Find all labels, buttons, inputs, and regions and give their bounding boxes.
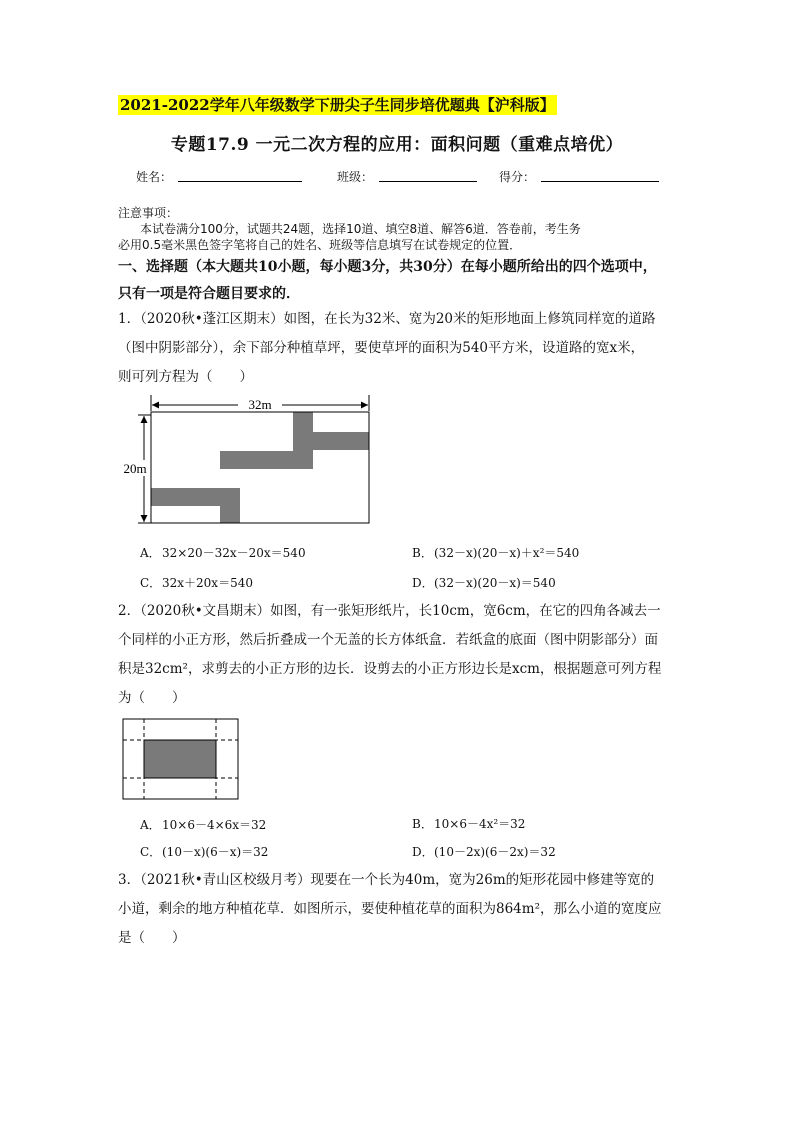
question-2 <box>118 597 678 713</box>
class-label: 班级： <box>337 170 374 184</box>
q3-line-2: 小道，剩余的地方种植花草．如图所示，要使种植花草的面积为864m²，那么小道的宽度应 <box>118 901 662 917</box>
option-text: (10－x)(6－x)＝32 <box>162 845 269 859</box>
notice-line-2: 必用0.5毫米黑色签字笔将自己的姓名、班级等信息填写在试卷规定的位置． <box>118 238 522 252</box>
box-base-shading <box>144 740 216 778</box>
q2-option-b[interactable] <box>412 815 525 832</box>
section-line-1: 一、选择题（本大题共10小题，每小题3分，共30分）在每小题所给出的四个选项中， <box>118 259 657 275</box>
road-shading <box>151 412 369 523</box>
section-heading <box>118 254 678 308</box>
q3-line-1: 3．（2021秋•青山区校级月考）现要在一个长为40m，宽为26m的矩形花园中修建等宽的 <box>118 872 655 888</box>
option-label: A． <box>140 546 161 560</box>
name-blank[interactable] <box>178 181 302 182</box>
q2-line-3: 积是32cm²，求剪去的小正方形的边长．设剪去的小正方形边长是xcm，根据题意可列方程 <box>118 661 662 677</box>
q1-option-b[interactable] <box>412 544 579 561</box>
option-text: (10－2x)(6－2x)＝32 <box>434 845 556 859</box>
q1-option-a[interactable] <box>140 544 306 561</box>
option-label: C． <box>140 576 162 590</box>
name-label: 姓名： <box>136 170 173 184</box>
height-label: 20m <box>123 461 147 476</box>
option-text: (32－x)(20－x)＝540 <box>434 576 556 590</box>
q2-option-d[interactable] <box>412 843 556 860</box>
q1-option-c[interactable] <box>140 574 253 591</box>
q2-figure <box>122 718 240 802</box>
option-text: 32×20－32x－20x＝540 <box>162 546 306 560</box>
q3-line-3: 是（ ） <box>118 930 186 946</box>
option-text: 10×6－4x²＝32 <box>434 817 526 831</box>
q2-line-1: 2．（2020秋•文昌期末）如图，有一张矩形纸片，长10cm，宽6cm，在它的四角各减去一 <box>118 603 661 619</box>
q2-line-2: 个同样的小正方形，然后折叠成一个无盖的长方体纸盒．若纸盒的底面（图中阴影部分）面 <box>118 632 658 648</box>
option-label: B． <box>412 546 433 560</box>
option-text: (32－x)(20－x)＋x²＝540 <box>434 546 580 560</box>
option-label: B． <box>412 817 433 831</box>
question-1 <box>118 305 678 392</box>
section-line-2: 只有一项是符合题目要求的． <box>118 286 300 302</box>
q2-option-c[interactable] <box>140 843 268 860</box>
q1-figure <box>118 395 378 530</box>
option-label: C． <box>140 845 162 859</box>
score-blank[interactable] <box>541 181 659 182</box>
series-banner: 2021-2022学年八年级数学下册尖子生同步培优题典【沪科版】 <box>120 96 555 114</box>
notice-line-1: 本试卷满分100分，试题共24题，选择10道、填空8道、解答6道．答卷前，考生务 <box>140 222 581 236</box>
option-text: 10×6－4×6x＝32 <box>162 818 267 832</box>
q1-line-3: 则可列方程为（ ） <box>118 369 253 385</box>
question-3 <box>118 866 678 953</box>
page-title: 专题17.9 一元二次方程的应用：面积问题（重难点培优） <box>170 135 624 155</box>
q1-option-d[interactable] <box>412 574 556 591</box>
class-blank[interactable] <box>379 181 477 182</box>
width-label: 32m <box>248 397 272 412</box>
option-label: D． <box>412 576 434 590</box>
option-text: 32x＋20x＝540 <box>162 576 253 590</box>
q1-line-2: （图中阴影部分），余下部分种植草坪，要使草坪的面积为540平方米，设道路的宽x米， <box>118 340 645 356</box>
q1-line-1: 1．（2020秋•蓬江区期末）如图，在长为32米、宽为20米的矩形地面上修筑同样宽的道路 <box>118 311 656 327</box>
option-label: A． <box>140 818 161 832</box>
option-label: D． <box>412 845 434 859</box>
notice-heading: 注意事项： <box>118 206 179 220</box>
q2-line-4: 为（ ） <box>118 690 186 706</box>
score-label: 得分： <box>499 170 536 184</box>
q2-option-a[interactable] <box>140 816 266 833</box>
